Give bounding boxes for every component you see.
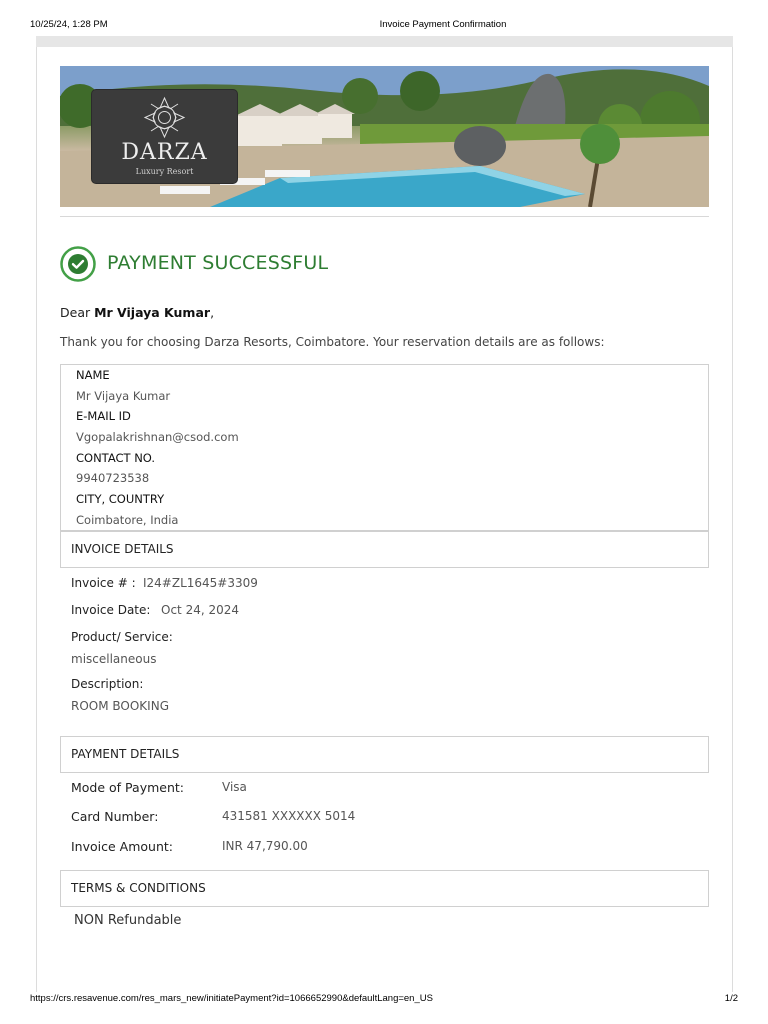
greeting-prefix: Dear xyxy=(60,305,95,320)
name-label: NAME xyxy=(76,368,110,382)
invoice-date-value: Oct 24, 2024 xyxy=(161,603,239,617)
check-circle-icon xyxy=(60,246,96,282)
print-footer xyxy=(0,993,768,1007)
description-label: Description: xyxy=(71,677,144,691)
email-value: Vgopalakrishnan@csod.com xyxy=(76,430,239,444)
terms-section-title: TERMS & CONDITIONS xyxy=(71,881,206,895)
invoice-amount-label: Invoice Amount: xyxy=(71,839,173,854)
invoice-number-label: Invoice # : xyxy=(71,576,136,590)
print-page-number: 1/2 xyxy=(724,993,738,1004)
name-value: Mr Vijaya Kumar xyxy=(76,389,171,403)
header-divider xyxy=(60,216,709,217)
contact-value: 9940723538 xyxy=(76,471,150,485)
city-label: CITY, COUNTRY xyxy=(76,492,165,506)
payment-mode-value: Visa xyxy=(222,780,247,794)
invoice-date-label: Invoice Date: xyxy=(71,603,151,617)
contact-label: CONTACT NO. xyxy=(76,451,156,465)
darza-logo xyxy=(92,90,237,183)
payment-status-title: PAYMENT SUCCESSFUL xyxy=(107,252,329,274)
greeting xyxy=(60,305,214,320)
frame-top-bar xyxy=(36,36,733,47)
guest-name-greeting: Mr Vijaya Kumar xyxy=(94,305,211,320)
print-datetime: 10/25/24, 1:28 PM xyxy=(30,19,108,30)
print-title: Invoice Payment Confirmation xyxy=(379,19,507,30)
intro-text: Thank you for choosing Darza Resorts, Coimbatore. Your reservation details are as follows: xyxy=(60,335,605,349)
invoice-section-title: INVOICE DETAILS xyxy=(71,542,174,556)
mandala-emblem-icon xyxy=(143,96,186,139)
description-value: ROOM BOOKING xyxy=(71,699,169,713)
invoice-details-header xyxy=(60,531,709,568)
payment-mode-label: Mode of Payment: xyxy=(71,780,184,795)
payment-section-title: PAYMENT DETAILS xyxy=(71,747,180,761)
print-url: https://crs.resavenue.com/res_mars_new/initiatePayment?id=1066652990&defaultLang=en_US xyxy=(30,993,433,1004)
city-value: Coimbatore, India xyxy=(76,513,179,527)
greeting-suffix: , xyxy=(210,305,215,320)
terms-header xyxy=(60,870,709,907)
guest-details-box xyxy=(60,364,709,531)
card-number-label: Card Number: xyxy=(71,809,159,824)
logo-tagline: Luxury Resort xyxy=(135,167,194,176)
print-header xyxy=(0,19,768,33)
payment-details-header xyxy=(60,736,709,773)
invoice-number-value: I24#ZL1645#3309 xyxy=(143,576,258,590)
email-label: E-MAIL ID xyxy=(76,409,131,423)
card-number-value: 431581 XXXXXX 5014 xyxy=(222,809,356,823)
product-value: miscellaneous xyxy=(71,652,157,666)
terms-text: NON Refundable xyxy=(74,913,182,928)
product-label: Product/ Service: xyxy=(71,630,173,644)
logo-brand-name: DARZA xyxy=(121,140,208,165)
invoice-amount-value: INR 47,790.00 xyxy=(222,839,308,853)
